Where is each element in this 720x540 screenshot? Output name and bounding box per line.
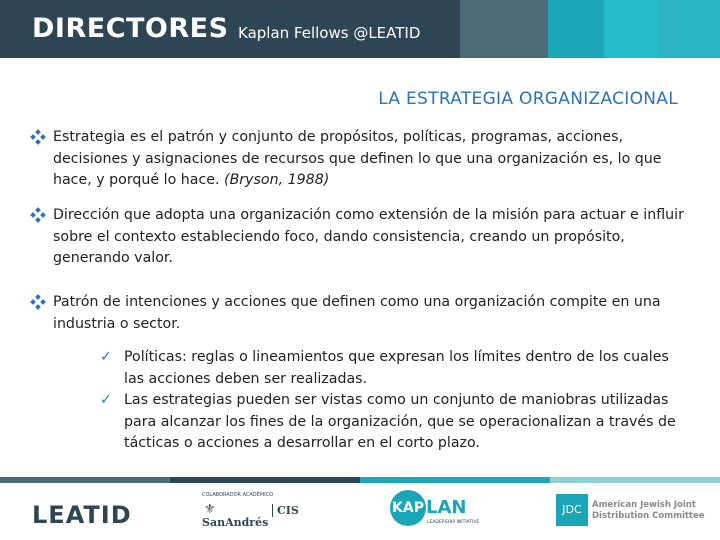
- kaplan-initiative: LEADERSHIP INITIATIVE: [427, 520, 480, 525]
- sub-bullet-text: Políticas: reglas o lineamientos que expresan los límites dentro de los cuales las acciones deben ser realizadas.: [124, 349, 669, 387]
- banner-segment: [604, 0, 658, 58]
- jdc-logo: [556, 494, 705, 528]
- diamond-bullet-icon: [30, 294, 46, 310]
- udesa-logo: [202, 492, 298, 532]
- checkmark-icon: ✓: [100, 349, 112, 365]
- stripe-segment: [0, 477, 170, 483]
- bullet-item: [30, 292, 690, 335]
- jdc-mark: JDC: [556, 494, 588, 526]
- slide-title: LA ESTRATEGIA ORGANIZACIONAL: [378, 89, 678, 109]
- bullet-item: [30, 127, 690, 192]
- kaplan-circle: KAP: [390, 490, 426, 526]
- stripe-segment: [170, 477, 360, 483]
- bullet-body: Estrategia es el patrón y conjunto de propósitos, políticas, programas, acciones, decisiones y asignaciones de recursos que definen lo que una organización es, lo que hace, y porqué lo hace.: [53, 129, 662, 188]
- cis-logo: CIS: [272, 504, 299, 517]
- sub-bullet-text: Las estrategias pueden ser vistas como un conjunto de maniobras utilizadas para alcanzar los fines de la organización, que se operacionalizan a través de tácticas o acciones a desarrollar en el corto plazo.: [124, 392, 676, 451]
- leatid-logo: LEATID: [32, 501, 132, 529]
- bullet-text: Dirección que adopta una organización como extensión de la misión para actuar e influir sobre el contexto estableciendo foco, dando consistencia, creando un propósito, generando valor.: [53, 207, 684, 266]
- banner-title: DIRECTORES: [32, 13, 229, 44]
- banner-segment: [548, 0, 604, 58]
- bullet-item: [30, 205, 690, 270]
- stripe-segment: [360, 477, 550, 483]
- banner-subtitle: Kaplan Fellows @LEATID: [238, 24, 421, 42]
- bullet-text: [53, 127, 690, 192]
- diamond-bullet-icon: [30, 207, 46, 223]
- checkmark-icon: ✓: [100, 392, 112, 408]
- footer-stripe: [0, 477, 720, 483]
- kaplan-logo: [390, 490, 480, 530]
- stripe-segment: [550, 477, 720, 483]
- kaplan-lan: LAN: [426, 497, 467, 518]
- udesa-caption: COLABORADOR ACADÉMICO: [202, 492, 274, 498]
- citation: (Bryson, 1988): [224, 172, 330, 188]
- banner-segment: [658, 0, 720, 58]
- jdc-name-line2: Distribution Committee: [592, 511, 705, 521]
- crest-icon: ⚜: [204, 501, 216, 516]
- sub-bullet-item: [100, 347, 690, 390]
- jdc-name-line1: American Jewish Joint: [592, 500, 696, 510]
- udesa-name: SanAndrés: [202, 516, 269, 529]
- sub-bullet-item: [100, 390, 690, 455]
- diamond-bullet-icon: [30, 129, 46, 145]
- banner-segment: [460, 0, 548, 58]
- header-banner: [0, 0, 720, 58]
- bullet-text: Patrón de intenciones y acciones que definen como una organización compite en una industria o sector.: [53, 294, 661, 332]
